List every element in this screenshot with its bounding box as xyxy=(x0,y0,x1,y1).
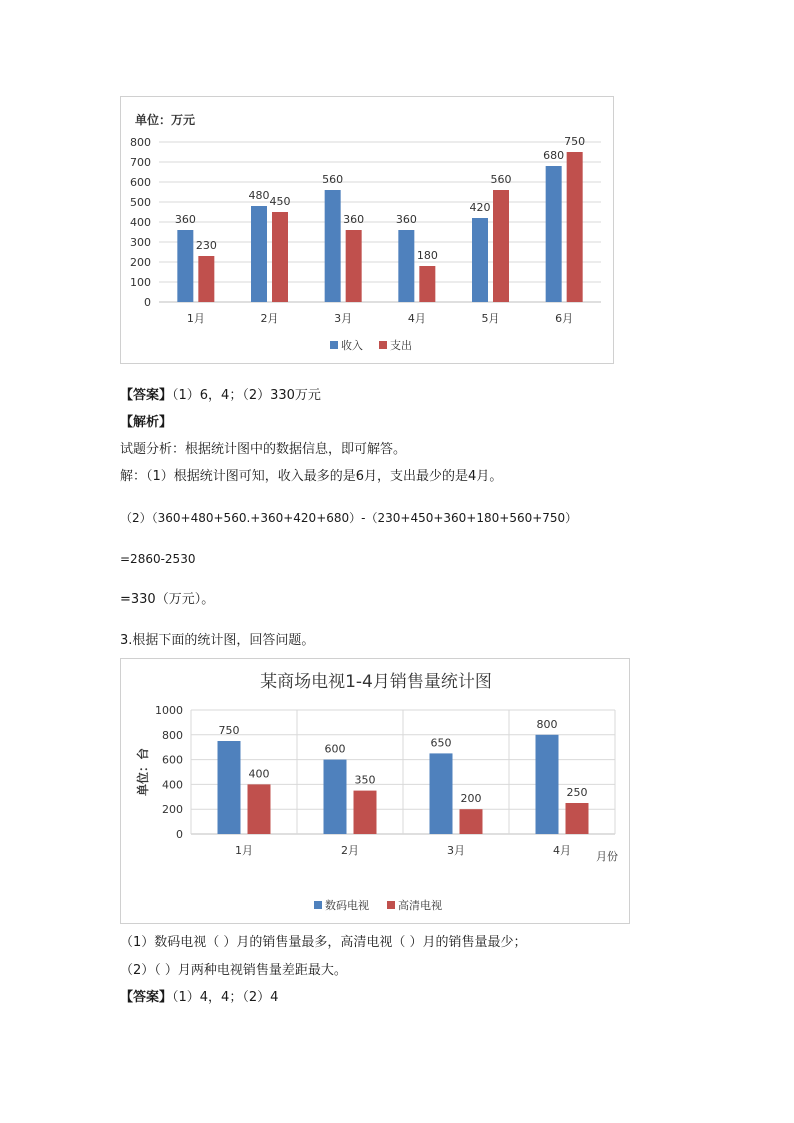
legend-label: 支出 xyxy=(390,339,412,352)
y-tick-label: 800 xyxy=(162,728,183,742)
x-tick-label: 2月 xyxy=(260,312,279,325)
data-label: 450 xyxy=(269,195,291,208)
y-tick-label: 600 xyxy=(162,753,183,767)
legend-label: 高清电视 xyxy=(398,899,442,912)
answer-line-1 xyxy=(120,387,321,405)
bar xyxy=(567,152,583,302)
y-tick-label: 500 xyxy=(130,196,151,209)
y-tick-label: 0 xyxy=(144,296,151,309)
bar xyxy=(472,218,488,302)
legend-label: 数码电视 xyxy=(325,899,369,912)
analysis-tag: 【解析】 xyxy=(120,415,173,430)
data-label: 360 xyxy=(395,213,417,226)
bar xyxy=(251,206,267,302)
x-tick-label: 4月 xyxy=(407,312,426,325)
data-label: 750 xyxy=(564,135,586,148)
analysis-line: 试题分析：根据统计图中的数据信息，即可解答。 xyxy=(120,442,407,457)
legend-swatch xyxy=(314,901,322,909)
data-label: 420 xyxy=(469,201,491,214)
chart-title: 单位：万元 xyxy=(135,113,196,127)
x-tick-label: 2月 xyxy=(341,844,359,857)
x-tick-label: 1月 xyxy=(235,844,253,857)
legend-swatch xyxy=(330,341,338,349)
y-tick-label: 400 xyxy=(130,216,151,229)
x-tick-label: 3月 xyxy=(447,844,465,857)
q3-part-2: （2）（ ）月两种电视销售量差距最大。 xyxy=(120,963,347,978)
income-expense-chart-svg xyxy=(121,97,615,365)
bar xyxy=(398,230,414,302)
x-tick-label: 5月 xyxy=(481,312,500,325)
data-label: 250 xyxy=(566,786,588,799)
y-tick-label: 0 xyxy=(176,828,183,841)
bar xyxy=(419,266,435,302)
data-label: 200 xyxy=(460,792,482,806)
legend-swatch xyxy=(379,341,387,349)
question-3: 3.根据下面的统计图，回答问题。 xyxy=(120,633,315,648)
y-tick-label: 700 xyxy=(130,156,151,169)
tv-sales-chart xyxy=(120,658,630,924)
data-label: 230 xyxy=(195,239,217,252)
bar xyxy=(324,760,347,834)
bar xyxy=(198,256,214,302)
bar xyxy=(430,753,453,834)
bar xyxy=(460,809,483,834)
bar xyxy=(272,212,288,302)
x-tick-label: 1月 xyxy=(186,312,205,325)
y-axis-label: 单位：台 xyxy=(136,747,150,797)
bar xyxy=(536,735,559,834)
y-tick-label: 1000 xyxy=(155,704,183,717)
chart-title: 某商场电视1-4月销售量统计图 xyxy=(260,672,492,692)
bar xyxy=(325,190,341,302)
calc-line-2: =2860-2530 xyxy=(120,552,196,566)
answer-tag: 【答案】 xyxy=(120,990,173,1005)
data-label: 650 xyxy=(430,736,452,750)
data-label: 480 xyxy=(248,189,270,202)
x-tick-label: 6月 xyxy=(555,312,574,325)
q3-part-1: （1）数码电视（ ）月的销售量最多，高清电视（ ）月的销售量最少； xyxy=(120,935,527,950)
tv-sales-chart-svg xyxy=(121,659,631,925)
answer-tag: 【答案】 xyxy=(120,388,173,403)
data-label: 360 xyxy=(174,213,196,226)
y-tick-label: 200 xyxy=(162,803,183,817)
y-tick-label: 300 xyxy=(130,236,151,249)
data-label: 360 xyxy=(343,213,365,226)
answer-body: （1）6，4；（2）330万元 xyxy=(172,388,321,403)
bar xyxy=(248,784,271,834)
calc-line-1: （2）（360+480+560.+360+420+680）-（230+450+360+180+560+750） xyxy=(120,511,578,525)
data-label: 680 xyxy=(543,149,565,162)
legend-swatch xyxy=(387,901,395,909)
bar xyxy=(493,190,509,302)
y-tick-label: 600 xyxy=(130,176,151,189)
y-tick-label: 200 xyxy=(130,256,151,269)
x-tick-label: 3月 xyxy=(334,312,353,325)
bar xyxy=(354,791,377,834)
calc-line-3: =330（万元）。 xyxy=(120,592,215,607)
x-tick-label: 4月 xyxy=(553,844,571,857)
data-label: 560 xyxy=(322,173,344,186)
x-axis-label: 月份 xyxy=(596,850,618,863)
data-label: 180 xyxy=(416,249,438,262)
data-label: 800 xyxy=(536,717,558,731)
income-expense-chart xyxy=(120,96,614,364)
data-label: 400 xyxy=(248,767,270,781)
data-label: 750 xyxy=(218,724,240,737)
solution-line: 解：（1）根据统计图可知，收入最多的是6月，支出最少的是4月。 xyxy=(120,469,503,484)
data-label: 350 xyxy=(354,773,376,787)
y-tick-label: 100 xyxy=(130,276,151,289)
bar xyxy=(566,803,589,834)
bar xyxy=(346,230,362,302)
data-label: 600 xyxy=(324,742,346,756)
data-label: 560 xyxy=(490,173,512,186)
y-tick-label: 400 xyxy=(162,778,183,792)
answer-body: （1）4，4；（2）4 xyxy=(172,990,279,1005)
bar xyxy=(546,166,562,302)
legend-label: 收入 xyxy=(341,339,363,352)
bar xyxy=(218,741,241,834)
bar xyxy=(177,230,193,302)
answer-line-2 xyxy=(120,989,278,1007)
y-tick-label: 800 xyxy=(130,136,151,149)
